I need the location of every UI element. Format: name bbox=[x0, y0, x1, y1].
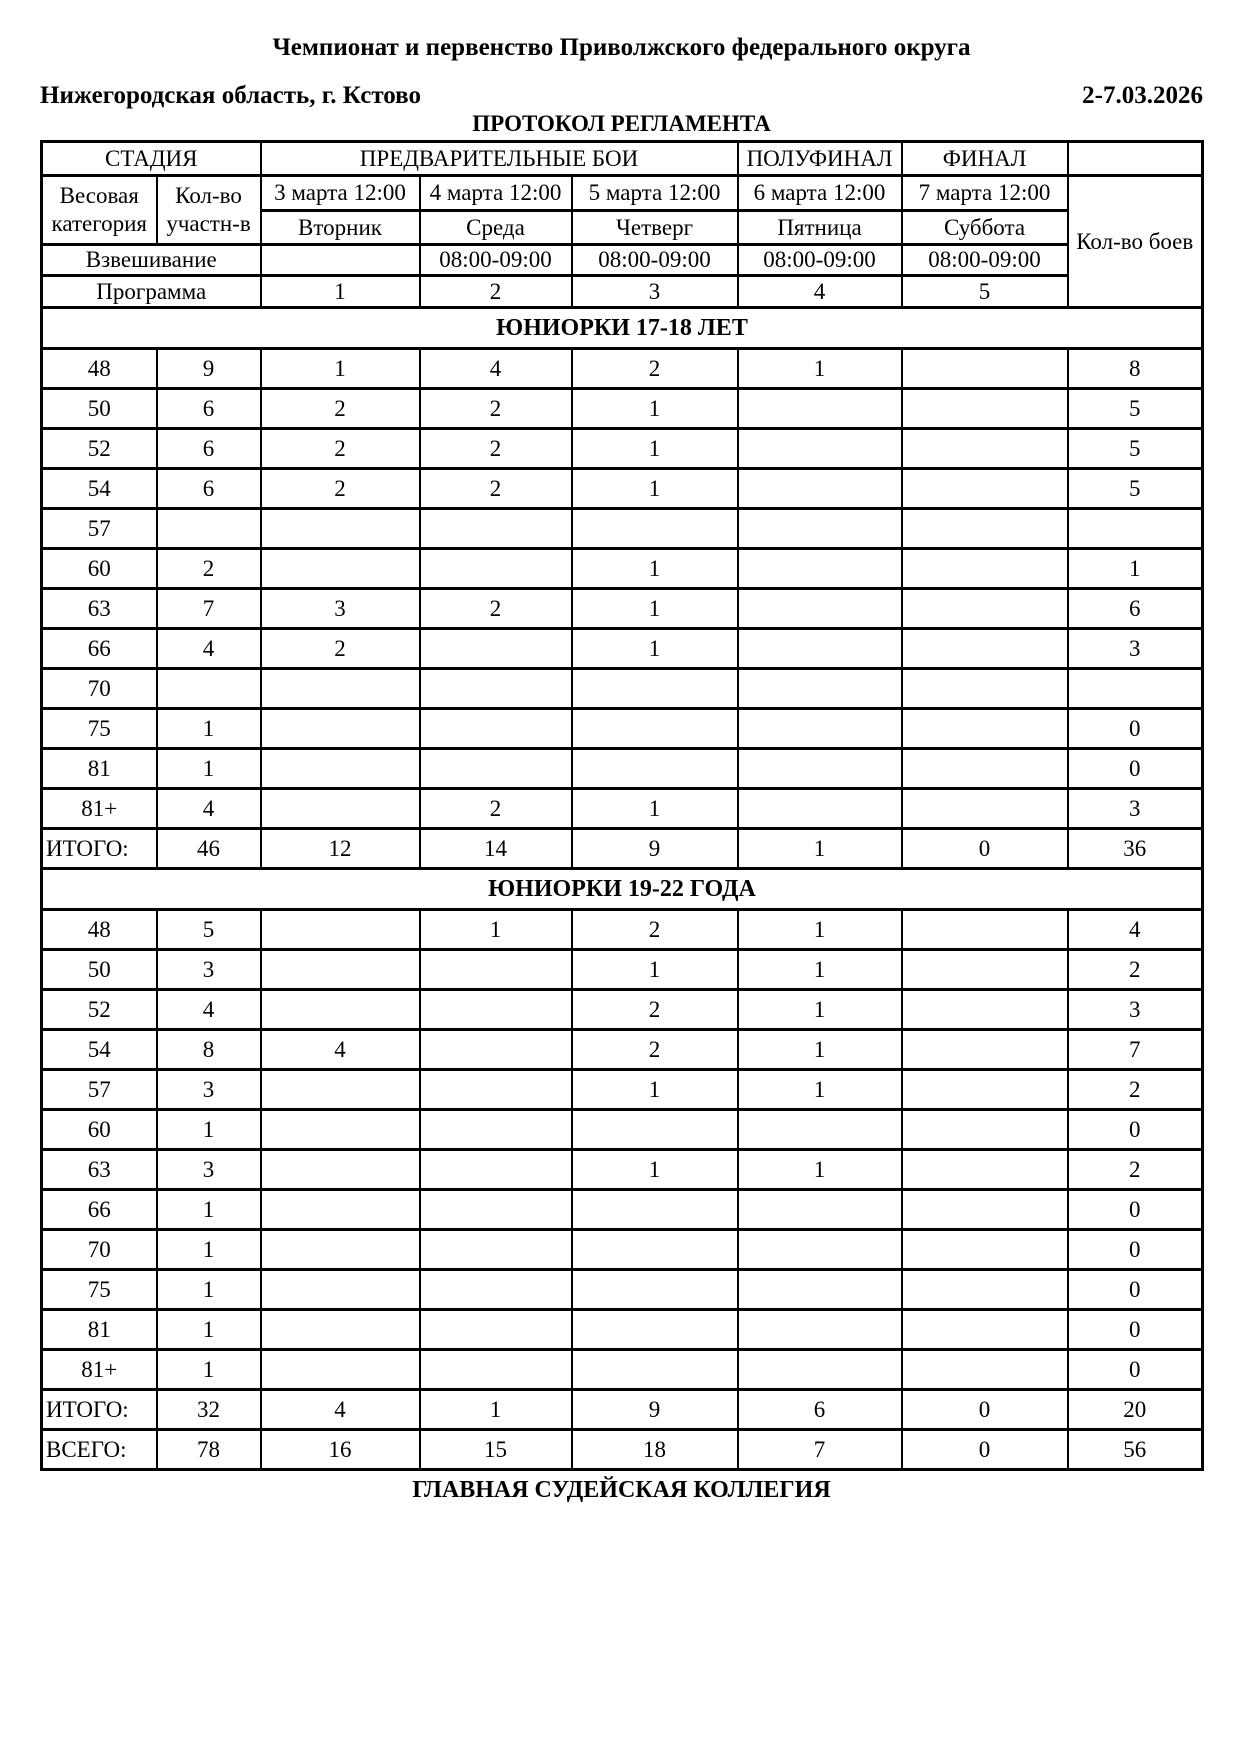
participants-count-cell bbox=[157, 669, 261, 709]
event-dates: 2-7.03.2026 bbox=[1082, 82, 1203, 109]
participants-label: Кол-во участн-в bbox=[157, 176, 261, 245]
day-2-bouts-cell bbox=[420, 709, 572, 749]
participants-count-cell: 2 bbox=[157, 549, 261, 589]
day-3-bouts-cell bbox=[572, 709, 738, 749]
program-number-cell: 3 bbox=[572, 276, 738, 308]
weighing-label: Взвешивание bbox=[42, 245, 261, 276]
day-3-bouts-cell bbox=[572, 1230, 738, 1270]
participants-count-cell: 4 bbox=[157, 990, 261, 1030]
day-5-bouts-cell bbox=[902, 589, 1068, 629]
day-2-bouts-cell bbox=[420, 1190, 572, 1230]
weight-category-row bbox=[42, 1070, 1203, 1110]
program-row bbox=[42, 276, 1203, 308]
day-4-bouts-cell bbox=[738, 429, 902, 469]
day-4-bouts-cell bbox=[738, 469, 902, 509]
day-1-bouts-cell bbox=[261, 1270, 420, 1310]
day-1-bouts-cell bbox=[261, 910, 420, 950]
day-3-bouts-cell bbox=[572, 1270, 738, 1310]
total-bouts-cell: 3 bbox=[1068, 990, 1203, 1030]
day-5-bouts-cell bbox=[902, 709, 1068, 749]
day-4-bouts-cell bbox=[738, 1270, 902, 1310]
weight-category-row bbox=[42, 349, 1203, 389]
day-4-bouts-cell: 1 bbox=[738, 990, 902, 1030]
day-3-bouts-cell bbox=[572, 509, 738, 549]
weight-category-row bbox=[42, 389, 1203, 429]
day-3-bouts-cell bbox=[572, 749, 738, 789]
weight-cell: 81+ bbox=[42, 1350, 157, 1390]
day-3-bouts-cell: 1 bbox=[572, 549, 738, 589]
participants-count-cell: 3 bbox=[157, 1150, 261, 1190]
day-3-bouts-cell: 1 bbox=[572, 469, 738, 509]
weight-cell: 52 bbox=[42, 429, 157, 469]
total-bouts-cell: 0 bbox=[1068, 749, 1203, 789]
day-4-total-cell: 1 bbox=[738, 829, 902, 869]
day-5-bouts-cell bbox=[902, 990, 1068, 1030]
day-5-bouts-cell bbox=[902, 349, 1068, 389]
day-3-bouts-cell bbox=[572, 669, 738, 709]
weight-cell: 50 bbox=[42, 950, 157, 990]
weight-cell: 54 bbox=[42, 469, 157, 509]
day-1-bouts-cell: 2 bbox=[261, 469, 420, 509]
bouts-total-cell: 20 bbox=[1068, 1390, 1203, 1430]
day-1-bouts-cell bbox=[261, 1310, 420, 1350]
day-2-bouts-cell bbox=[420, 1110, 572, 1150]
day-4-bouts-cell bbox=[738, 1350, 902, 1390]
total-bouts-cell: 0 bbox=[1068, 1270, 1203, 1310]
day-1-bouts-cell: 1 bbox=[261, 349, 420, 389]
participants-count-cell: 1 bbox=[157, 1190, 261, 1230]
day-3-bouts-cell bbox=[572, 1190, 738, 1230]
day-5-bouts-cell bbox=[902, 509, 1068, 549]
weighing-time-cell: 08:00-09:00 bbox=[420, 245, 572, 276]
weight-category-row bbox=[42, 429, 1203, 469]
day-1-bouts-cell bbox=[261, 789, 420, 829]
weight-cell: 75 bbox=[42, 709, 157, 749]
day-1-bouts-cell bbox=[261, 1150, 420, 1190]
weight-category-row bbox=[42, 1350, 1203, 1390]
program-number-cell: 4 bbox=[738, 276, 902, 308]
day-3-bouts-cell: 2 bbox=[572, 990, 738, 1030]
weighing-time-cell bbox=[261, 245, 420, 276]
weight-category-row bbox=[42, 709, 1203, 749]
day-2-total-cell: 1 bbox=[420, 1390, 572, 1430]
day-2-bouts-cell bbox=[420, 1070, 572, 1110]
day-5-bouts-cell bbox=[902, 1270, 1068, 1310]
day-5-bouts-cell bbox=[902, 1230, 1068, 1270]
weight-category-label: Весовая категория bbox=[42, 176, 157, 245]
participants-count-cell: 7 bbox=[157, 589, 261, 629]
weight-cell: 63 bbox=[42, 1150, 157, 1190]
participants-count-cell: 6 bbox=[157, 469, 261, 509]
day-5-total-cell: 0 bbox=[902, 829, 1068, 869]
participants-count-cell: 3 bbox=[157, 1070, 261, 1110]
day-1-bouts-cell bbox=[261, 509, 420, 549]
weight-category-row bbox=[42, 1150, 1203, 1190]
day-1-total-cell: 16 bbox=[261, 1430, 420, 1470]
weight-cell: 57 bbox=[42, 1070, 157, 1110]
participants-count-cell: 1 bbox=[157, 1230, 261, 1270]
weight-category-row bbox=[42, 990, 1203, 1030]
weighing-time-cell: 08:00-09:00 bbox=[738, 245, 902, 276]
weight-category-row bbox=[42, 950, 1203, 990]
day-1-bouts-cell: 3 bbox=[261, 589, 420, 629]
day-5-bouts-cell bbox=[902, 1030, 1068, 1070]
weight-category-row bbox=[42, 1030, 1203, 1070]
section-total-label: ИТОГО: bbox=[42, 1390, 157, 1430]
weight-cell: 52 bbox=[42, 990, 157, 1030]
total-bouts-cell: 0 bbox=[1068, 709, 1203, 749]
day-5-bouts-cell bbox=[902, 789, 1068, 829]
day-5-bouts-cell bbox=[902, 749, 1068, 789]
program-number-cell: 1 bbox=[261, 276, 420, 308]
section-title: ЮНИОРКИ 17-18 ЛЕТ bbox=[42, 308, 1203, 349]
day-3-bouts-cell: 1 bbox=[572, 589, 738, 629]
weight-cell: 60 bbox=[42, 549, 157, 589]
day-3-total-cell: 9 bbox=[572, 1390, 738, 1430]
total-bouts-cell: 0 bbox=[1068, 1230, 1203, 1270]
day-5-bouts-cell bbox=[902, 429, 1068, 469]
weight-category-row bbox=[42, 789, 1203, 829]
day-5-bouts-cell bbox=[902, 1350, 1068, 1390]
day-5-bouts-cell bbox=[902, 950, 1068, 990]
day-1-bouts-cell bbox=[261, 1070, 420, 1110]
date-cell: 6 марта 12:00 bbox=[738, 176, 902, 211]
day-2-bouts-cell bbox=[420, 509, 572, 549]
day-5-bouts-cell bbox=[902, 1150, 1068, 1190]
day-1-bouts-cell bbox=[261, 669, 420, 709]
day-3-bouts-cell: 1 bbox=[572, 629, 738, 669]
weighing-row bbox=[42, 245, 1203, 276]
weight-category-row bbox=[42, 509, 1203, 549]
day-2-bouts-cell bbox=[420, 1270, 572, 1310]
day-5-bouts-cell bbox=[902, 1110, 1068, 1150]
participants-count-cell: 5 bbox=[157, 910, 261, 950]
participants-count-cell: 4 bbox=[157, 789, 261, 829]
day-5-bouts-cell bbox=[902, 469, 1068, 509]
day-4-total-cell: 6 bbox=[738, 1390, 902, 1430]
total-bouts-cell: 8 bbox=[1068, 349, 1203, 389]
section-header-row bbox=[42, 308, 1203, 349]
grand-total-row bbox=[42, 1430, 1203, 1470]
participants-total-cell: 46 bbox=[157, 829, 261, 869]
weight-category-row bbox=[42, 669, 1203, 709]
weight-category-row bbox=[42, 1230, 1203, 1270]
day-2-bouts-cell bbox=[420, 669, 572, 709]
preliminary-bouts-label: ПРЕДВАРИТЕЛЬНЫЕ БОИ bbox=[261, 142, 738, 176]
weight-cell: 50 bbox=[42, 389, 157, 429]
day-3-bouts-cell bbox=[572, 1110, 738, 1150]
day-4-bouts-cell: 1 bbox=[738, 910, 902, 950]
day-3-bouts-cell: 1 bbox=[572, 1150, 738, 1190]
day-3-bouts-cell: 2 bbox=[572, 910, 738, 950]
day-3-bouts-cell: 2 bbox=[572, 349, 738, 389]
weight-cell: 81 bbox=[42, 1310, 157, 1350]
stage-label: СТАДИЯ bbox=[42, 142, 261, 176]
day-2-bouts-cell bbox=[420, 749, 572, 789]
day-3-bouts-cell: 2 bbox=[572, 1030, 738, 1070]
day-1-bouts-cell bbox=[261, 950, 420, 990]
day-2-bouts-cell bbox=[420, 549, 572, 589]
participants-count-cell: 1 bbox=[157, 1310, 261, 1350]
total-bouts-cell bbox=[1068, 509, 1203, 549]
weight-category-row bbox=[42, 1190, 1203, 1230]
program-number-cell: 2 bbox=[420, 276, 572, 308]
participants-count-cell: 1 bbox=[157, 749, 261, 789]
final-label: ФИНАЛ bbox=[902, 142, 1068, 176]
weight-category-row bbox=[42, 1110, 1203, 1150]
day-4-bouts-cell bbox=[738, 629, 902, 669]
total-bouts-cell: 5 bbox=[1068, 389, 1203, 429]
day-3-bouts-cell: 1 bbox=[572, 1070, 738, 1110]
day-3-bouts-cell: 1 bbox=[572, 950, 738, 990]
bouts-total-cell: 36 bbox=[1068, 829, 1203, 869]
weight-category-row bbox=[42, 749, 1203, 789]
weight-cell: 81+ bbox=[42, 789, 157, 829]
empty-corner-cell bbox=[1068, 142, 1203, 176]
day-4-bouts-cell bbox=[738, 669, 902, 709]
day-2-bouts-cell: 4 bbox=[420, 349, 572, 389]
day-3-bouts-cell bbox=[572, 1350, 738, 1390]
participants-count-cell: 9 bbox=[157, 349, 261, 389]
weekday-cell: Среда bbox=[420, 211, 572, 245]
weight-cell: 75 bbox=[42, 1270, 157, 1310]
day-1-bouts-cell bbox=[261, 1230, 420, 1270]
weight-category-row bbox=[42, 589, 1203, 629]
total-bouts-cell: 0 bbox=[1068, 1350, 1203, 1390]
total-bouts-cell: 2 bbox=[1068, 1150, 1203, 1190]
protocol-title: ПРОТОКОЛ РЕГЛАМЕНТА bbox=[472, 111, 771, 136]
participants-count-cell: 6 bbox=[157, 389, 261, 429]
grand-total-label: ВСЕГО: bbox=[42, 1430, 157, 1470]
weight-category-row bbox=[42, 629, 1203, 669]
day-4-bouts-cell: 1 bbox=[738, 1150, 902, 1190]
participants-count-cell: 4 bbox=[157, 629, 261, 669]
day-3-total-cell: 9 bbox=[572, 829, 738, 869]
day-1-bouts-cell: 2 bbox=[261, 389, 420, 429]
day-5-bouts-cell bbox=[902, 389, 1068, 429]
total-bouts-cell: 0 bbox=[1068, 1310, 1203, 1350]
day-1-bouts-cell: 2 bbox=[261, 629, 420, 669]
day-4-bouts-cell bbox=[738, 1110, 902, 1150]
participants-count-cell: 1 bbox=[157, 1350, 261, 1390]
total-bouts-cell: 4 bbox=[1068, 910, 1203, 950]
weekday-cell: Четверг bbox=[572, 211, 738, 245]
regulation-table bbox=[40, 140, 1204, 1471]
weight-category-row bbox=[42, 910, 1203, 950]
dates-row bbox=[42, 176, 1203, 211]
total-bouts-cell: 1 bbox=[1068, 549, 1203, 589]
participants-count-cell: 1 bbox=[157, 709, 261, 749]
weight-cell: 70 bbox=[42, 669, 157, 709]
total-bouts-cell: 5 bbox=[1068, 469, 1203, 509]
day-2-bouts-cell bbox=[420, 1030, 572, 1070]
section-total-row bbox=[42, 829, 1203, 869]
participants-count-cell bbox=[157, 509, 261, 549]
program-number-cell: 5 bbox=[902, 276, 1068, 308]
day-4-bouts-cell bbox=[738, 549, 902, 589]
day-4-total-cell: 7 bbox=[738, 1430, 902, 1470]
section-title: ЮНИОРКИ 19-22 ГОДА bbox=[42, 869, 1203, 910]
weight-cell: 48 bbox=[42, 349, 157, 389]
day-2-bouts-cell bbox=[420, 1310, 572, 1350]
day-2-bouts-cell bbox=[420, 1150, 572, 1190]
day-4-bouts-cell bbox=[738, 509, 902, 549]
total-bouts-cell: 5 bbox=[1068, 429, 1203, 469]
weight-category-row bbox=[42, 1310, 1203, 1350]
day-1-bouts-cell bbox=[261, 549, 420, 589]
weight-category-row bbox=[42, 549, 1203, 589]
day-1-bouts-cell bbox=[261, 990, 420, 1030]
day-4-bouts-cell bbox=[738, 1230, 902, 1270]
day-4-bouts-cell bbox=[738, 589, 902, 629]
weight-cell: 66 bbox=[42, 1190, 157, 1230]
regulation-table-body bbox=[42, 308, 1203, 1470]
day-2-total-cell: 14 bbox=[420, 829, 572, 869]
day-5-bouts-cell bbox=[902, 1070, 1068, 1110]
day-4-bouts-cell bbox=[738, 389, 902, 429]
total-bouts-cell: 7 bbox=[1068, 1030, 1203, 1070]
day-2-bouts-cell: 2 bbox=[420, 789, 572, 829]
day-4-bouts-cell: 1 bbox=[738, 1070, 902, 1110]
weighing-time-cell: 08:00-09:00 bbox=[902, 245, 1068, 276]
date-cell: 7 марта 12:00 bbox=[902, 176, 1068, 211]
day-1-bouts-cell bbox=[261, 749, 420, 789]
weight-category-row bbox=[42, 1270, 1203, 1310]
weight-cell: 60 bbox=[42, 1110, 157, 1150]
day-3-bouts-cell: 1 bbox=[572, 789, 738, 829]
participants-count-cell: 1 bbox=[157, 1270, 261, 1310]
date-cell: 4 марта 12:00 bbox=[420, 176, 572, 211]
day-1-total-cell: 12 bbox=[261, 829, 420, 869]
day-5-bouts-cell bbox=[902, 629, 1068, 669]
date-cell: 5 марта 12:00 bbox=[572, 176, 738, 211]
day-4-bouts-cell: 1 bbox=[738, 950, 902, 990]
weight-category-row bbox=[42, 469, 1203, 509]
day-2-bouts-cell bbox=[420, 1230, 572, 1270]
document-title: Чемпионат и первенство Приволжского федерального округа bbox=[272, 34, 971, 61]
semifinal-label: ПОЛУФИНАЛ bbox=[738, 142, 902, 176]
day-1-bouts-cell bbox=[261, 709, 420, 749]
bouts-count-label: Кол-во боев bbox=[1068, 176, 1203, 308]
section-header-row bbox=[42, 869, 1203, 910]
participants-count-cell: 3 bbox=[157, 950, 261, 990]
day-2-bouts-cell: 1 bbox=[420, 910, 572, 950]
day-5-total-cell: 0 bbox=[902, 1390, 1068, 1430]
weight-cell: 63 bbox=[42, 589, 157, 629]
total-bouts-cell: 2 bbox=[1068, 1070, 1203, 1110]
day-4-bouts-cell bbox=[738, 709, 902, 749]
day-2-bouts-cell: 2 bbox=[420, 469, 572, 509]
total-bouts-cell bbox=[1068, 669, 1203, 709]
day-5-bouts-cell bbox=[902, 669, 1068, 709]
day-4-bouts-cell bbox=[738, 749, 902, 789]
day-4-bouts-cell bbox=[738, 1190, 902, 1230]
weight-cell: 66 bbox=[42, 629, 157, 669]
day-2-bouts-cell bbox=[420, 990, 572, 1030]
weekday-cell: Суббота bbox=[902, 211, 1068, 245]
event-location: Нижегородская область, г. Кстово bbox=[40, 82, 421, 109]
total-bouts-cell: 0 bbox=[1068, 1190, 1203, 1230]
day-2-bouts-cell: 2 bbox=[420, 389, 572, 429]
section-total-row bbox=[42, 1390, 1203, 1430]
day-5-bouts-cell bbox=[902, 1310, 1068, 1350]
participants-total-cell: 32 bbox=[157, 1390, 261, 1430]
day-4-bouts-cell bbox=[738, 1310, 902, 1350]
participants-total-cell: 78 bbox=[157, 1430, 261, 1470]
day-2-bouts-cell bbox=[420, 629, 572, 669]
weekday-cell: Вторник bbox=[261, 211, 420, 245]
program-label: Программа bbox=[42, 276, 261, 308]
day-1-total-cell: 4 bbox=[261, 1390, 420, 1430]
day-5-bouts-cell bbox=[902, 1190, 1068, 1230]
day-3-total-cell: 18 bbox=[572, 1430, 738, 1470]
day-2-bouts-cell: 2 bbox=[420, 589, 572, 629]
total-bouts-cell: 0 bbox=[1068, 1110, 1203, 1150]
weight-cell: 81 bbox=[42, 749, 157, 789]
weekday-cell: Пятница bbox=[738, 211, 902, 245]
day-3-bouts-cell: 1 bbox=[572, 429, 738, 469]
total-bouts-cell: 3 bbox=[1068, 789, 1203, 829]
section-total-label: ИТОГО: bbox=[42, 829, 157, 869]
day-3-bouts-cell bbox=[572, 1310, 738, 1350]
day-4-bouts-cell bbox=[738, 789, 902, 829]
day-2-bouts-cell: 2 bbox=[420, 429, 572, 469]
weighing-time-cell: 08:00-09:00 bbox=[572, 245, 738, 276]
day-4-bouts-cell: 1 bbox=[738, 1030, 902, 1070]
day-1-bouts-cell: 4 bbox=[261, 1030, 420, 1070]
day-1-bouts-cell bbox=[261, 1350, 420, 1390]
day-1-bouts-cell: 2 bbox=[261, 429, 420, 469]
subtitle-row bbox=[40, 82, 1203, 110]
day-2-total-cell: 15 bbox=[420, 1430, 572, 1470]
participants-count-cell: 6 bbox=[157, 429, 261, 469]
day-2-bouts-cell bbox=[420, 1350, 572, 1390]
day-1-bouts-cell bbox=[261, 1110, 420, 1150]
day-2-bouts-cell bbox=[420, 950, 572, 990]
participants-count-cell: 1 bbox=[157, 1110, 261, 1150]
weight-cell: 70 bbox=[42, 1230, 157, 1270]
weight-cell: 48 bbox=[42, 910, 157, 950]
weight-cell: 57 bbox=[42, 509, 157, 549]
day-4-bouts-cell: 1 bbox=[738, 349, 902, 389]
day-5-total-cell: 0 bbox=[902, 1430, 1068, 1470]
day-1-bouts-cell bbox=[261, 1190, 420, 1230]
judging-panel-title: ГЛАВНАЯ СУДЕЙСКАЯ КОЛЛЕГИЯ bbox=[412, 1477, 831, 1503]
date-cell: 3 марта 12:00 bbox=[261, 176, 420, 211]
participants-count-cell: 8 bbox=[157, 1030, 261, 1070]
bouts-total-cell: 56 bbox=[1068, 1430, 1203, 1470]
day-5-bouts-cell bbox=[902, 910, 1068, 950]
weight-cell: 54 bbox=[42, 1030, 157, 1070]
total-bouts-cell: 6 bbox=[1068, 589, 1203, 629]
total-bouts-cell: 3 bbox=[1068, 629, 1203, 669]
table-header bbox=[42, 142, 1203, 308]
day-5-bouts-cell bbox=[902, 549, 1068, 589]
day-3-bouts-cell: 1 bbox=[572, 389, 738, 429]
stage-row bbox=[42, 142, 1203, 176]
total-bouts-cell: 2 bbox=[1068, 950, 1203, 990]
